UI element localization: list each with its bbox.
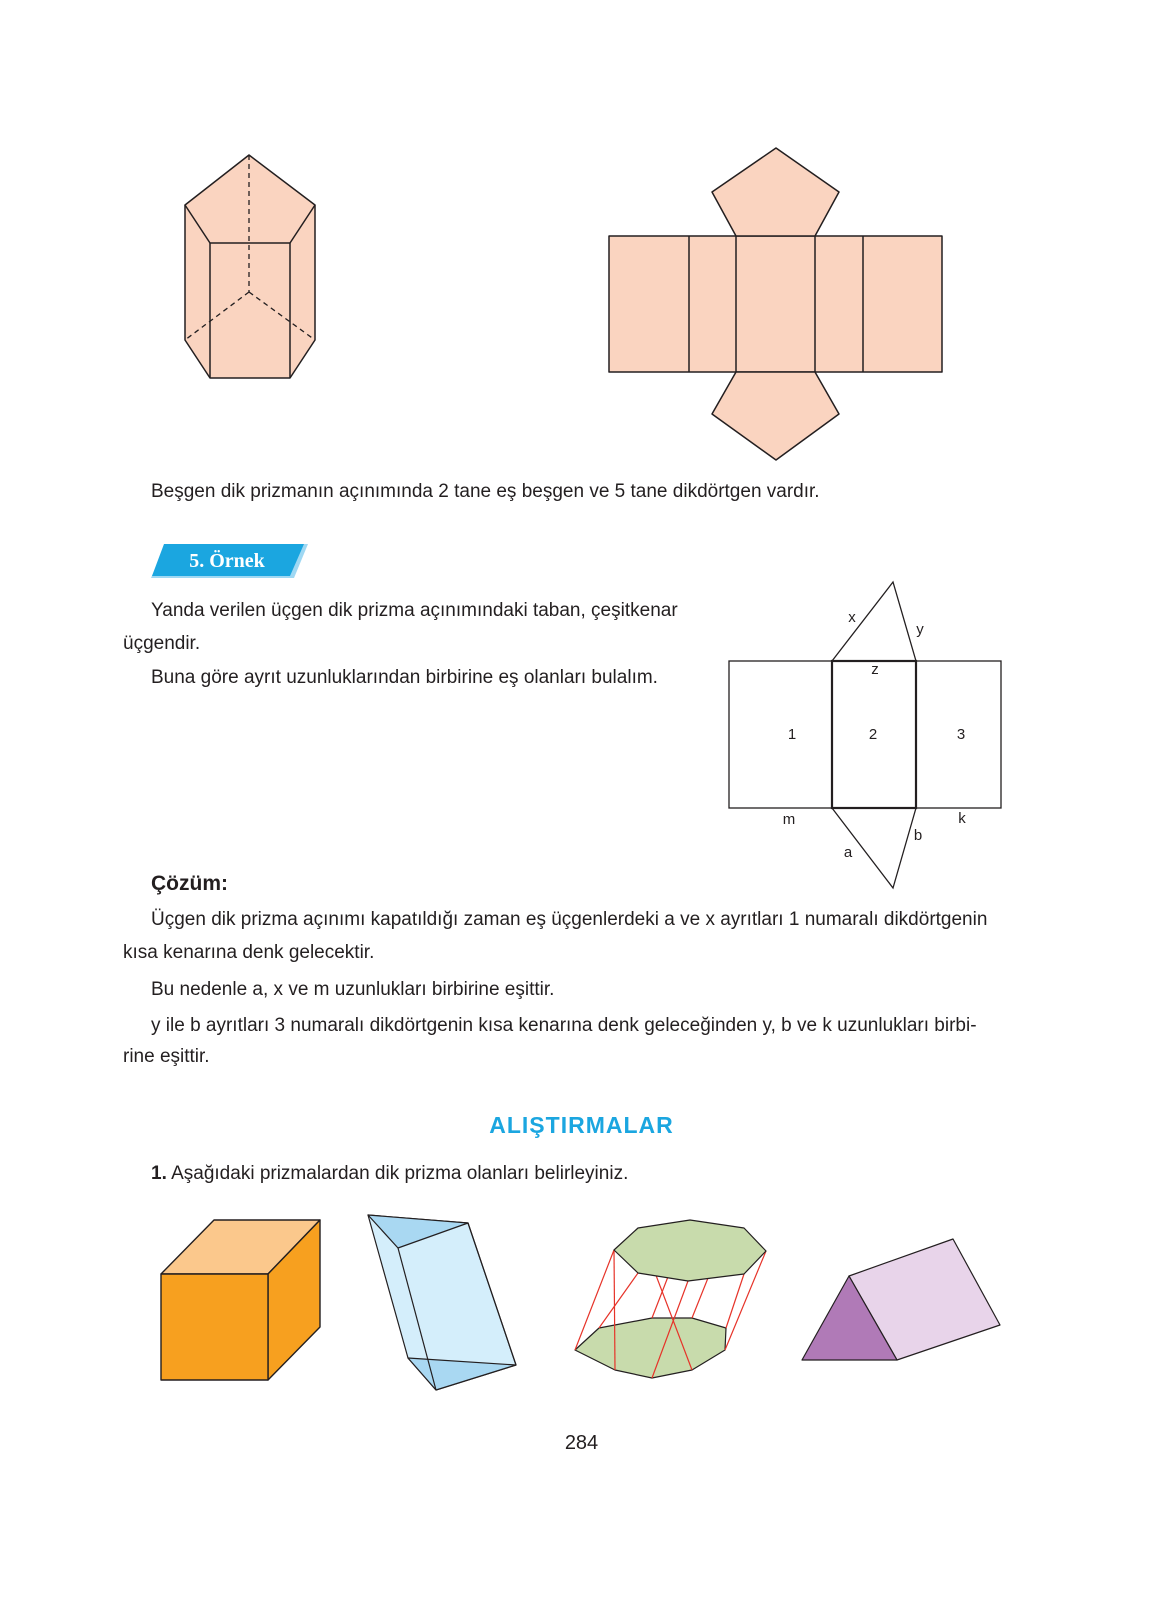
net-label-z: z: [871, 661, 879, 678]
page-number: 284: [564, 1432, 599, 1454]
solution-p1-line1: Üçgen dik prizma açınımı kapatıldığı zaman eş üçgenlerdeki a ve x ayrıtları 1 numaralı dikdörtgenin: [151, 909, 988, 930]
example-badge-label: 5. Örnek: [189, 550, 265, 572]
net-label-rect-3: 3: [956, 726, 966, 743]
net-label-a: a: [843, 844, 853, 861]
net-label-rect-1: 1: [787, 726, 797, 743]
example-text-line2: üçgendir.: [123, 633, 201, 654]
net-label-k: k: [958, 810, 966, 827]
exercise-1-number: 1.: [151, 1163, 167, 1184]
exercises-title: ALIŞTIRMALAR: [489, 1112, 674, 1138]
net-label-b: b: [913, 827, 923, 844]
caption-text: Beşgen dik prizmanın açınımında 2 tane eş beşgen ve 5 tane dikdörtgen vardır.: [151, 481, 820, 502]
solution-title: Çözüm:: [151, 872, 228, 895]
exercise-1: [151, 1163, 628, 1185]
example-text-line3: Buna göre ayrıt uzunluklarından birbirine eş olanları bulalım.: [151, 667, 658, 688]
net-label-y: y: [916, 621, 924, 638]
solution-p1-line2: kısa kenarına denk gelecektir.: [123, 942, 375, 963]
solution-p3-line1: y ile b ayrıtları 3 numaralı dikdörtgenin kısa kenarına denk geleceğinden y, b ve k uzunlukları birbi-: [151, 1015, 977, 1036]
exercise-1-text: Aşağıdaki prizmalardan dik prizma olanları belirleyiniz.: [171, 1163, 629, 1184]
example-badge: [150, 542, 310, 582]
pentagonal-prism-figure: [180, 150, 325, 385]
triangular-prism-net: [725, 575, 1010, 895]
example-text-line1: Yanda verilen üçgen dik prizma açınımındaki taban, çeşitkenar: [151, 600, 678, 621]
solution-p3-line2: rine eşittir.: [123, 1046, 210, 1067]
net-label-rect-2: 2: [868, 726, 878, 743]
net-label-m: m: [782, 811, 796, 828]
triangular-prism-figure: [798, 1235, 1003, 1365]
net-label-x: x: [848, 609, 856, 626]
cube-prism-figure: [155, 1215, 325, 1385]
octagonal-oblique-prism-figure: [568, 1215, 773, 1385]
solution-p2: Bu nedenle a, x ve m uzunlukları birbirine eşittir.: [151, 979, 555, 1000]
pentagonal-prism-net: [605, 145, 945, 465]
oblique-triangular-prism-figure: [362, 1210, 522, 1395]
